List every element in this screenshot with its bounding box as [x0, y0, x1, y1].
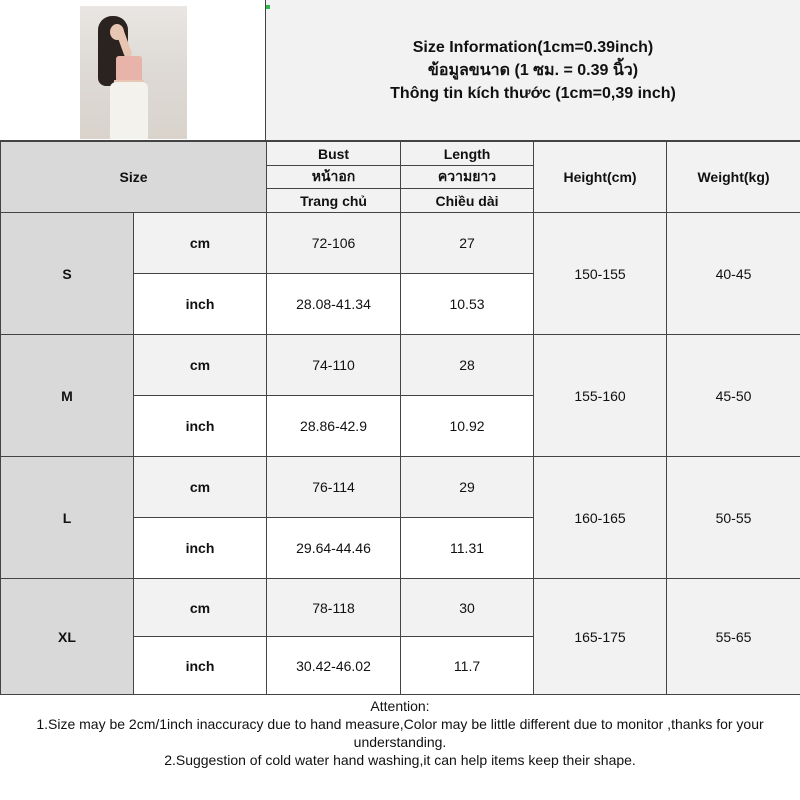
bust-header-en: Bust	[267, 142, 401, 166]
unit-inch: inch	[134, 518, 267, 579]
unit-cm: cm	[134, 579, 267, 637]
title-english: Size Information(1cm=0.39inch)	[412, 38, 654, 56]
product-photo-cell	[0, 0, 266, 141]
bust-inch-xl: 30.42-46.02	[267, 637, 401, 695]
length-inch-s: 10.53	[401, 274, 534, 335]
product-photo	[80, 6, 187, 139]
length-header-th: ความยาว	[401, 166, 534, 189]
weight-header: Weight(kg)	[667, 142, 800, 213]
length-header-en: Length	[401, 142, 534, 166]
unit-cm: cm	[134, 335, 267, 396]
bust-cm-s: 72-106	[267, 213, 401, 274]
unit-inch: inch	[134, 274, 267, 335]
length-inch-m: 10.92	[401, 396, 534, 457]
size-header: Size	[1, 142, 267, 213]
weight-xl: 55-65	[667, 579, 800, 695]
size-information-title	[266, 0, 800, 141]
length-cm-l: 29	[401, 457, 534, 518]
title-vietnamese: Thông tin kích thước (1cm=0,39 inch)	[390, 84, 676, 102]
length-cm-m: 28	[401, 335, 534, 396]
bust-inch-m: 28.86-42.9	[267, 396, 401, 457]
height-m: 155-160	[534, 335, 667, 457]
size-table	[0, 141, 800, 695]
length-header-vi: Chiều dài	[401, 189, 534, 213]
weight-l: 50-55	[667, 457, 800, 579]
bust-cm-xl: 78-118	[267, 579, 401, 637]
height-l: 160-165	[534, 457, 667, 579]
size-label-xl: XL	[1, 579, 134, 695]
unit-cm: cm	[134, 457, 267, 518]
corner-mark	[266, 5, 270, 9]
bust-header-th: หน้าอก	[267, 166, 401, 189]
attention-line-2: 2.Suggestion of cold water hand washing,it can help items keep their shape.	[164, 752, 636, 768]
height-s: 150-155	[534, 213, 667, 335]
size-label-s: S	[1, 213, 134, 335]
length-inch-xl: 11.7	[401, 637, 534, 695]
unit-cm: cm	[134, 213, 267, 274]
length-inch-l: 11.31	[401, 518, 534, 579]
size-label-l: L	[1, 457, 134, 579]
height-header: Height(cm)	[534, 142, 667, 213]
unit-inch: inch	[134, 637, 267, 695]
attention-notes	[0, 695, 800, 800]
bust-inch-l: 29.64-44.46	[267, 518, 401, 579]
size-label-m: M	[1, 335, 134, 457]
bust-header-vi: Trang chủ	[267, 189, 401, 213]
height-xl: 165-175	[534, 579, 667, 695]
attention-line-1: 1.Size may be 2cm/1inch inaccuracy due to hand measure,Color may be little different due to monitor ,thanks for your understanding.	[36, 716, 764, 750]
length-cm-s: 27	[401, 213, 534, 274]
attention-heading: Attention:	[370, 698, 430, 714]
bust-cm-l: 76-114	[267, 457, 401, 518]
weight-s: 40-45	[667, 213, 800, 335]
bust-cm-m: 74-110	[267, 335, 401, 396]
length-cm-xl: 30	[401, 579, 534, 637]
bust-inch-s: 28.08-41.34	[267, 274, 401, 335]
unit-inch: inch	[134, 396, 267, 457]
title-thai: ข้อมูลขนาด (1 ซม. = 0.39 นิ้ว)	[427, 61, 639, 79]
weight-m: 45-50	[667, 335, 800, 457]
